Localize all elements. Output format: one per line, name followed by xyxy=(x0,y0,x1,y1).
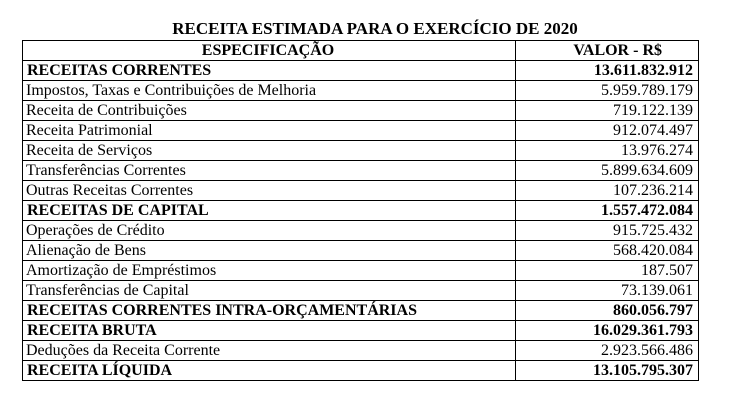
table-header-row xyxy=(23,41,699,61)
table-row xyxy=(23,361,699,381)
table-row xyxy=(23,321,699,341)
table-row xyxy=(23,241,699,261)
row-value: 5.899.634.609 xyxy=(516,161,699,181)
row-value: 13.611.832.912 xyxy=(516,61,699,81)
row-label: RECEITA BRUTA xyxy=(23,321,516,341)
row-value: 1.557.472.084 xyxy=(516,201,699,221)
row-value: 912.074.497 xyxy=(516,121,699,141)
row-value: 107.236.214 xyxy=(516,181,699,201)
row-value: 187.507 xyxy=(516,261,699,281)
table-row xyxy=(23,281,699,301)
row-label: RECEITAS DE CAPITAL xyxy=(23,201,516,221)
table-row xyxy=(23,181,699,201)
row-value: 2.923.566.486 xyxy=(516,341,699,361)
row-label: Impostos, Taxas e Contribuições de Melhoria xyxy=(23,81,516,101)
row-label: Deduções da Receita Corrente xyxy=(23,341,516,361)
row-label: Receita de Contribuições xyxy=(23,101,516,121)
column-header-specification: ESPECIFICAÇÃO xyxy=(23,41,516,61)
table-row xyxy=(23,261,699,281)
revenue-table xyxy=(22,40,699,381)
row-label: Amortização de Empréstimos xyxy=(23,261,516,281)
table-row xyxy=(23,121,699,141)
row-value: 73.139.061 xyxy=(516,281,699,301)
table-row xyxy=(23,221,699,241)
row-label: Operações de Crédito xyxy=(23,221,516,241)
row-label: Transferências de Capital xyxy=(23,281,516,301)
row-value: 915.725.432 xyxy=(516,221,699,241)
row-label: RECEITA LÍQUIDA xyxy=(23,361,516,381)
row-value: 16.029.361.793 xyxy=(516,321,699,341)
row-value: 719.122.139 xyxy=(516,101,699,121)
row-label: Receita Patrimonial xyxy=(23,121,516,141)
table-row xyxy=(23,301,699,321)
row-value: 13.105.795.307 xyxy=(516,361,699,381)
row-value: 13.976.274 xyxy=(516,141,699,161)
table-row xyxy=(23,141,699,161)
table-title: RECEITA ESTIMADA PARA O EXERCÍCIO DE 2020 xyxy=(172,19,578,38)
row-label: Outras Receitas Correntes xyxy=(23,181,516,201)
table-row xyxy=(23,81,699,101)
table-row xyxy=(23,201,699,221)
row-value: 568.420.084 xyxy=(516,241,699,261)
row-label: RECEITAS CORRENTES INTRA-ORÇAMENTÁRIAS xyxy=(23,301,516,321)
column-header-value: VALOR - R$ xyxy=(516,41,699,61)
row-label: Alienação de Bens xyxy=(23,241,516,261)
row-label: Receita de Serviços xyxy=(23,141,516,161)
table-row xyxy=(23,101,699,121)
table-row xyxy=(23,341,699,361)
table-body xyxy=(23,61,699,381)
row-label: RECEITAS CORRENTES xyxy=(23,61,516,81)
row-label: Transferências Correntes xyxy=(23,161,516,181)
row-value: 5.959.789.179 xyxy=(516,81,699,101)
table-row xyxy=(23,61,699,81)
row-value: 860.056.797 xyxy=(516,301,699,321)
table-row xyxy=(23,161,699,181)
